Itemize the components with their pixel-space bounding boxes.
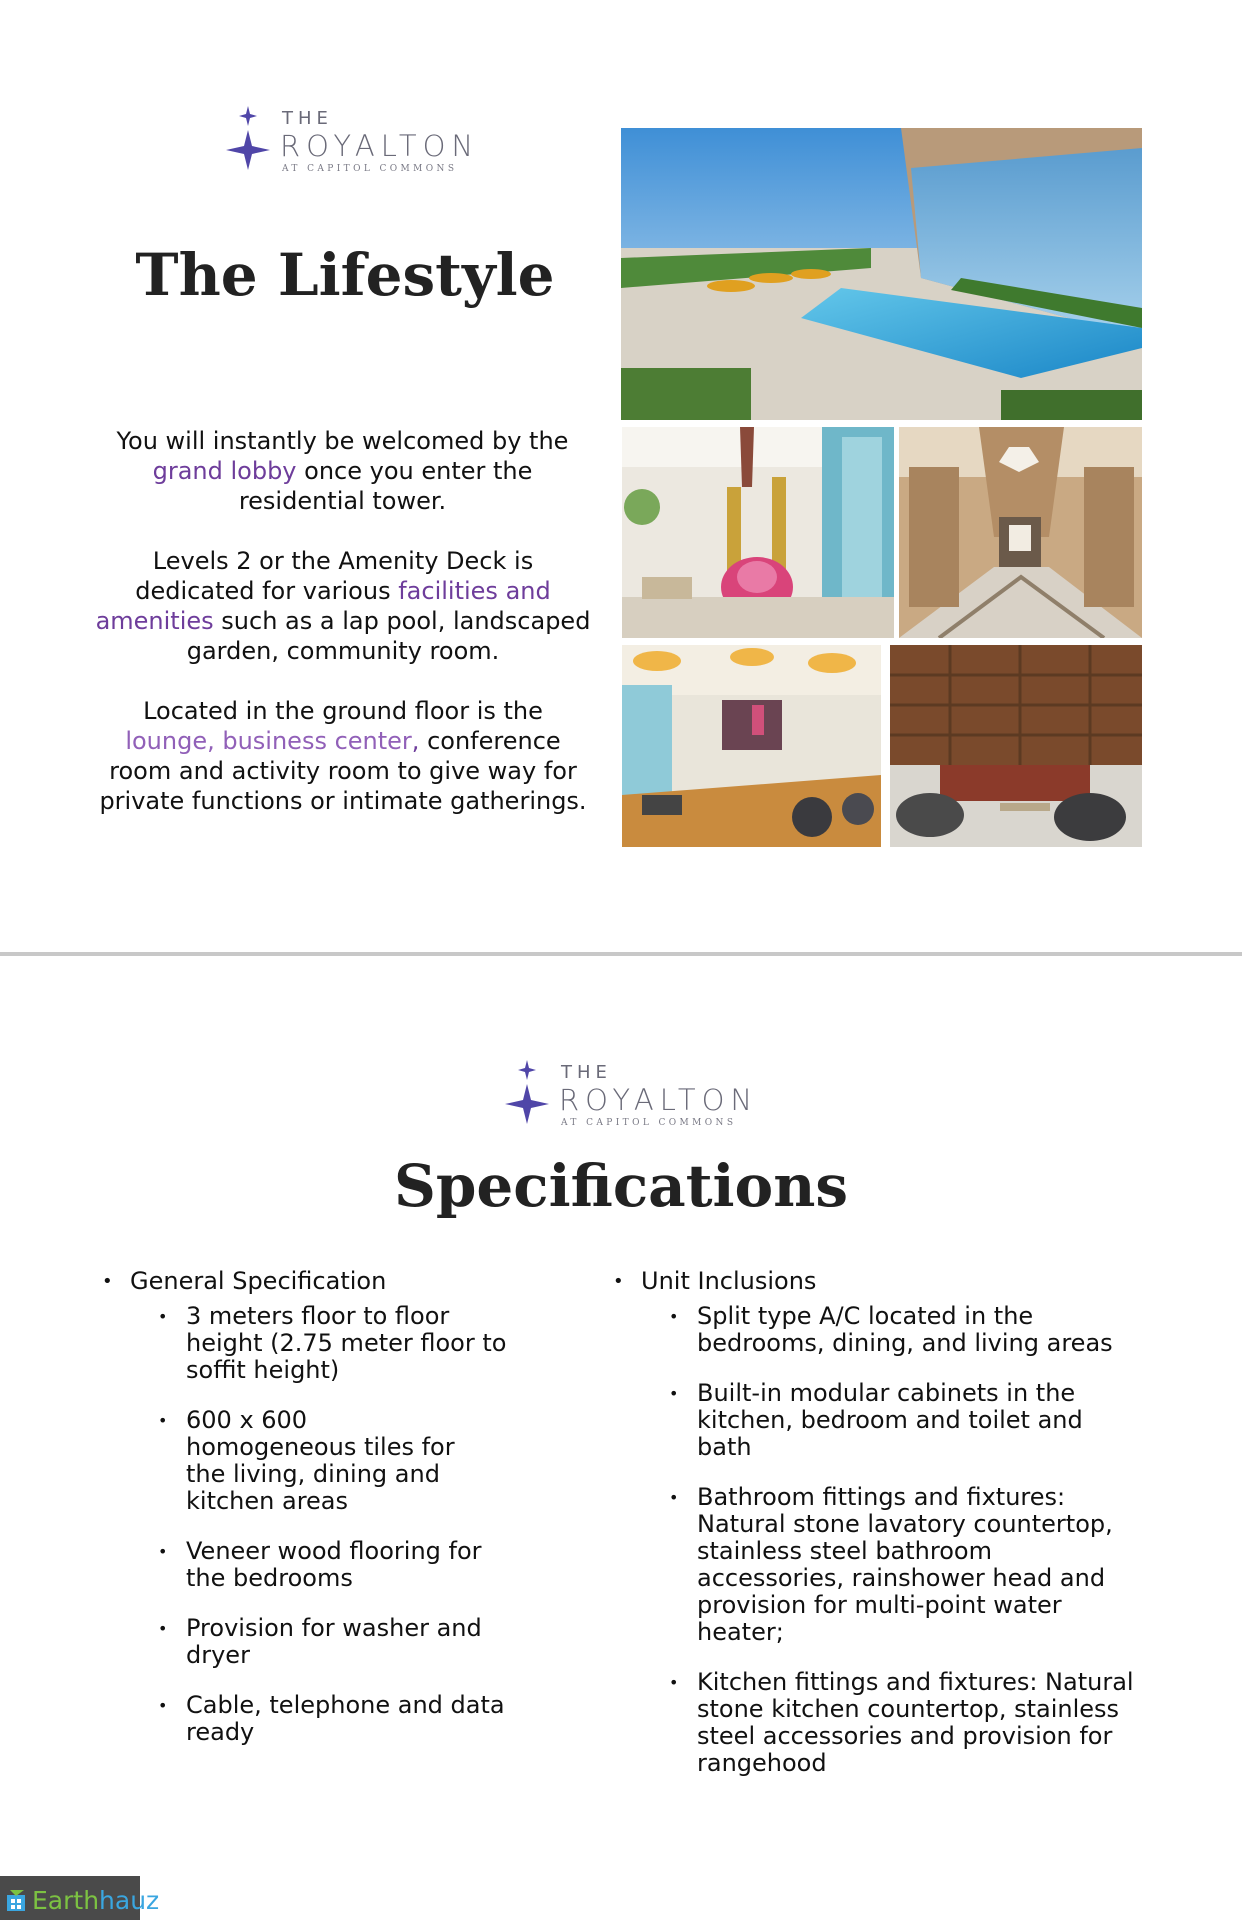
ground-text-b: conference room and activity room to give way for private functions or intimate gatherings. <box>99 727 587 815</box>
list-item: • 3 meters floor to floor height (2.75 meter floor to soffit height) <box>102 1303 542 1384</box>
logo-subtitle: AT CAPITOL COMMONS <box>561 1118 737 1128</box>
royalton-logo <box>503 1058 763 1138</box>
list-item: • Built-in modular cabinets in the kitchen, bedroom and toilet and bath <box>613 1380 1143 1461</box>
amenity-text-b: such as a lap pool, landscaped garden, community room. <box>186 607 591 665</box>
watermark-earth: Earth <box>32 1886 100 1915</box>
list-item: • Kitchen fittings and fixtures: Natural stone kitchen countertop, stainless steel accessories and provision for rangehood <box>613 1669 1143 1777</box>
logo-name: ROYALTON <box>559 1083 759 1117</box>
list-item: • Cable, telephone and data ready <box>102 1692 542 1746</box>
unit-inclusions-heading: • Unit Inclusions <box>613 1268 1143 1295</box>
earthhauz-watermark[interactable] <box>0 1876 160 1920</box>
list-item: • 600 x 600 homogeneous tiles for the living, dining and kitchen areas <box>102 1407 542 1515</box>
general-spec-list <box>102 1303 542 1746</box>
watermark-hauz: hauz <box>99 1886 160 1915</box>
comma: , <box>411 727 420 755</box>
ground-text-a: Located in the ground floor is the <box>143 697 543 725</box>
list-item: • Veneer wood flooring for the bedrooms <box>102 1538 542 1592</box>
elevator-hall-photo <box>899 427 1142 638</box>
facilities-highlight: facilities and amenities <box>95 577 551 635</box>
lounge-photo <box>890 645 1142 847</box>
royalton-logo <box>224 104 484 184</box>
grand-lobby-photo <box>622 427 894 638</box>
pool-deck-photo <box>621 128 1142 420</box>
unit-inclusions-list <box>613 1303 1143 1777</box>
slide-divider <box>0 952 1242 956</box>
general-spec-column <box>102 1268 542 1769</box>
logo-name: ROYALTON <box>280 129 480 163</box>
grand-lobby-highlight: grand lobby <box>152 457 297 485</box>
lifestyle-slide <box>0 0 1242 952</box>
general-spec-heading: • General Specification <box>102 1268 542 1295</box>
list-item: • Provision for washer and dryer <box>102 1615 542 1669</box>
list-item: • Split type A/C located in the bedrooms, dining, and living areas <box>613 1303 1143 1357</box>
lobby-paragraph <box>90 426 595 516</box>
page-title: The Lifestyle <box>135 241 555 309</box>
lobby-text-b: once you enter the residential tower. <box>238 457 533 515</box>
star-icon <box>224 104 274 170</box>
unit-inclusions-column <box>613 1268 1143 1800</box>
lounge-highlight: lounge, business center <box>125 727 412 755</box>
logo-subtitle: AT CAPITOL COMMONS <box>282 164 458 174</box>
ground-floor-paragraph <box>96 696 590 816</box>
lobby-text-a: You will instantly be welcomed by the <box>116 427 569 455</box>
star-icon <box>503 1058 553 1124</box>
gym-photo <box>622 645 881 847</box>
house-icon <box>6 1890 28 1912</box>
amenity-paragraph <box>94 546 592 666</box>
amenity-text-a: Levels 2 or the Amenity Deck is dedicated for various <box>135 547 534 605</box>
logo-the: THE <box>282 108 333 129</box>
logo-the: THE <box>561 1062 612 1083</box>
specifications-slide <box>0 958 1242 1920</box>
list-item: • Bathroom fittings and fixtures: Natural stone lavatory countertop, stainless steel bathroom accessories, rainshower head and provision for multi-point water heater; <box>613 1484 1143 1646</box>
page-title: Specifications <box>393 1152 849 1220</box>
